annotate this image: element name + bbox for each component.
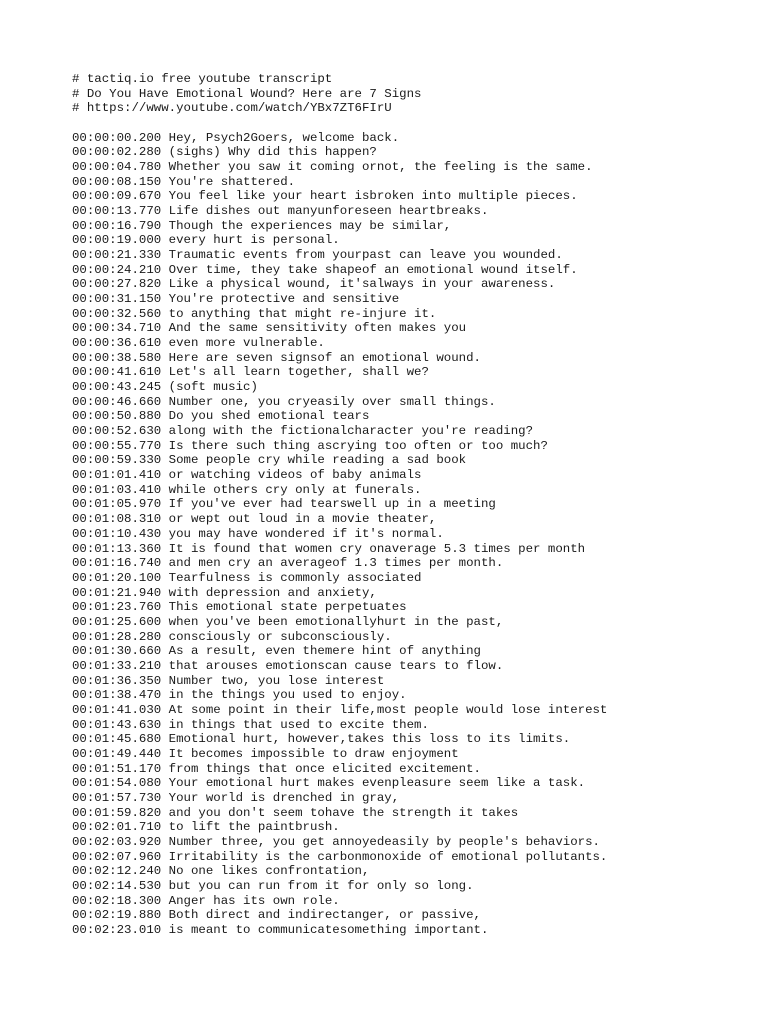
caption-text: If you've ever had tearswell up in a meeting bbox=[168, 497, 496, 512]
transcript-line bbox=[72, 600, 752, 615]
transcript-line bbox=[72, 732, 752, 747]
timestamp: 00:00:52.630 bbox=[72, 424, 162, 439]
timestamp: 00:00:43.245 bbox=[72, 380, 162, 395]
timestamp: 00:02:01.710 bbox=[72, 820, 162, 835]
header-title-line: # Do You Have Emotional Wound? Here are 7 Signs bbox=[72, 86, 422, 101]
caption-text: Do you shed emotional tears bbox=[168, 409, 370, 424]
caption-text: while others cry only at funerals. bbox=[168, 482, 422, 497]
transcript-line bbox=[72, 659, 752, 674]
timestamp: 00:00:02.280 bbox=[72, 145, 162, 160]
transcript-line bbox=[72, 674, 752, 689]
transcript-document bbox=[72, 72, 752, 938]
timestamp: 00:01:20.100 bbox=[72, 570, 162, 585]
timestamp: 00:01:05.970 bbox=[72, 497, 162, 512]
transcript-line bbox=[72, 879, 752, 894]
transcript-header bbox=[72, 72, 752, 116]
transcript-line bbox=[72, 336, 752, 351]
caption-text: Number one, you cryeasily over small things. bbox=[168, 394, 496, 409]
header-source-line: # tactiq.io free youtube transcript bbox=[72, 72, 333, 86]
caption-text: along with the fictionalcharacter you're reading? bbox=[168, 424, 534, 439]
transcript-line bbox=[72, 762, 752, 777]
transcript-line bbox=[72, 277, 752, 292]
caption-text: Life dishes out manyunforeseen heartbreaks. bbox=[168, 204, 489, 219]
caption-text: Whether you saw it coming ornot, the feeling is the same. bbox=[168, 160, 593, 175]
timestamp: 00:01:51.170 bbox=[72, 761, 162, 776]
transcript-line bbox=[72, 908, 752, 923]
transcript-line bbox=[72, 571, 752, 586]
timestamp: 00:02:19.880 bbox=[72, 908, 162, 923]
caption-text: when you've been emotionallyhurt in the past, bbox=[168, 614, 504, 629]
timestamp: 00:00:32.560 bbox=[72, 306, 162, 321]
transcript-line bbox=[72, 923, 752, 938]
timestamp: 00:00:31.150 bbox=[72, 292, 162, 307]
transcript-line bbox=[72, 351, 752, 366]
transcript-line bbox=[72, 439, 752, 454]
transcript-line bbox=[72, 497, 752, 512]
timestamp: 00:00:08.150 bbox=[72, 174, 162, 189]
caption-text: Here are seven signsof an emotional wound. bbox=[168, 350, 481, 365]
transcript-line bbox=[72, 321, 752, 336]
timestamp: 00:00:46.660 bbox=[72, 394, 162, 409]
transcript-line bbox=[72, 586, 752, 601]
timestamp: 00:01:41.030 bbox=[72, 702, 162, 717]
caption-text: No one likes confrontation, bbox=[168, 864, 370, 879]
transcript-line bbox=[72, 307, 752, 322]
transcript-line bbox=[72, 630, 752, 645]
transcript-line bbox=[72, 512, 752, 527]
timestamp: 00:01:16.740 bbox=[72, 556, 162, 571]
timestamp: 00:02:23.010 bbox=[72, 922, 162, 937]
transcript-line bbox=[72, 850, 752, 865]
transcript-line bbox=[72, 791, 752, 806]
header-spacer bbox=[72, 116, 752, 131]
transcript-line bbox=[72, 806, 752, 821]
transcript-line bbox=[72, 644, 752, 659]
transcript-line bbox=[72, 747, 752, 762]
transcript-line bbox=[72, 175, 752, 190]
timestamp: 00:01:10.430 bbox=[72, 526, 162, 541]
transcript-line bbox=[72, 380, 752, 395]
transcript-line bbox=[72, 189, 752, 204]
transcript-line bbox=[72, 131, 752, 146]
transcript-line bbox=[72, 233, 752, 248]
timestamp: 00:00:24.210 bbox=[72, 262, 162, 277]
caption-text: Traumatic events from yourpast can leave you wounded. bbox=[168, 248, 563, 263]
caption-text: is meant to communicatesomething important. bbox=[168, 922, 489, 937]
caption-text: and you don't seem tohave the strength it takes bbox=[168, 805, 519, 820]
caption-text: or watching videos of baby animals bbox=[168, 468, 422, 483]
caption-text: (soft music) bbox=[168, 380, 258, 395]
caption-text: Hey, Psych2Goers, welcome back. bbox=[168, 130, 400, 145]
caption-text: Irritability is the carbonmonoxide of emotional pollutants. bbox=[168, 849, 608, 864]
transcript-line bbox=[72, 409, 752, 424]
caption-text: Over time, they take shapeof an emotional wound itself. bbox=[168, 262, 578, 277]
timestamp: 00:01:01.410 bbox=[72, 468, 162, 483]
caption-text: Tearfulness is commonly associated bbox=[168, 570, 422, 585]
timestamp: 00:01:45.680 bbox=[72, 732, 162, 747]
caption-text: from things that once elicited excitement. bbox=[168, 761, 481, 776]
caption-text: Your world is drenched in gray, bbox=[168, 790, 400, 805]
transcript-line bbox=[72, 703, 752, 718]
timestamp: 00:01:54.080 bbox=[72, 776, 162, 791]
caption-text: It becomes impossible to draw enjoyment bbox=[168, 746, 459, 761]
header-url-line: # https://www.youtube.com/watch/YBx7ZT6FIrU bbox=[72, 101, 392, 116]
caption-text: Though the experiences may be similar, bbox=[168, 218, 452, 233]
caption-text: Both direct and indirectanger, or passive, bbox=[168, 908, 481, 923]
transcript-line bbox=[72, 204, 752, 219]
timestamp: 00:02:14.530 bbox=[72, 878, 162, 893]
transcript-line bbox=[72, 483, 752, 498]
caption-text: Number three, you get annoyedeasily by people's behaviors. bbox=[168, 834, 600, 849]
timestamp: 00:00:27.820 bbox=[72, 277, 162, 292]
caption-text: Anger has its own role. bbox=[168, 893, 340, 908]
timestamp: 00:00:34.710 bbox=[72, 321, 162, 336]
timestamp: 00:00:59.330 bbox=[72, 453, 162, 468]
timestamp: 00:01:36.350 bbox=[72, 673, 162, 688]
transcript-line bbox=[72, 453, 752, 468]
timestamp: 00:00:00.200 bbox=[72, 130, 162, 145]
timestamp: 00:01:49.440 bbox=[72, 746, 162, 761]
caption-text: to anything that might re-injure it. bbox=[168, 306, 437, 321]
caption-text: with depression and anxiety, bbox=[168, 585, 377, 600]
caption-text: You feel like your heart isbroken into multiple pieces. bbox=[168, 189, 578, 204]
caption-text: You're shattered. bbox=[168, 174, 296, 189]
caption-text: to lift the paintbrush. bbox=[168, 820, 340, 835]
timestamp: 00:00:13.770 bbox=[72, 204, 162, 219]
caption-text: that arouses emotionscan cause tears to flow. bbox=[168, 658, 504, 673]
timestamp: 00:01:23.760 bbox=[72, 600, 162, 615]
caption-text: in things that used to excite them. bbox=[168, 717, 429, 732]
caption-text: Emotional hurt, however,takes this loss to its limits. bbox=[168, 732, 571, 747]
transcript-line bbox=[72, 145, 752, 160]
caption-text: every hurt is personal. bbox=[168, 233, 340, 248]
caption-text: consciously or subconsciously. bbox=[168, 629, 392, 644]
caption-text: Like a physical wound, it'salways in your awareness. bbox=[168, 277, 556, 292]
timestamp: 00:01:57.730 bbox=[72, 790, 162, 805]
caption-text: or wept out loud in a movie theater, bbox=[168, 512, 437, 527]
transcript-line bbox=[72, 556, 752, 571]
timestamp: 00:01:38.470 bbox=[72, 688, 162, 703]
transcript-line bbox=[72, 365, 752, 380]
timestamp: 00:00:16.790 bbox=[72, 218, 162, 233]
transcript-line bbox=[72, 688, 752, 703]
transcript-line bbox=[72, 615, 752, 630]
transcript-line bbox=[72, 292, 752, 307]
timestamp: 00:01:25.600 bbox=[72, 614, 162, 629]
caption-text: but you can run from it for only so long. bbox=[168, 878, 474, 893]
timestamp: 00:01:43.630 bbox=[72, 717, 162, 732]
caption-text: you may have wondered if it's normal. bbox=[168, 526, 444, 541]
timestamp: 00:01:13.360 bbox=[72, 541, 162, 556]
caption-text: (sighs) Why did this happen? bbox=[168, 145, 377, 160]
caption-text: even more vulnerable. bbox=[168, 336, 325, 351]
transcript-line bbox=[72, 527, 752, 542]
caption-text: As a result, even themere hint of anything bbox=[168, 644, 481, 659]
timestamp: 00:00:04.780 bbox=[72, 160, 162, 175]
timestamp: 00:01:33.210 bbox=[72, 658, 162, 673]
timestamp: 00:01:03.410 bbox=[72, 482, 162, 497]
transcript-line bbox=[72, 263, 752, 278]
transcript-line bbox=[72, 864, 752, 879]
caption-text: It is found that women cry onaverage 5.3 times per month bbox=[168, 541, 586, 556]
transcript-line bbox=[72, 219, 752, 234]
timestamp: 00:00:21.330 bbox=[72, 248, 162, 263]
caption-text: and men cry an averageof 1.3 times per month. bbox=[168, 556, 504, 571]
timestamp: 00:02:03.920 bbox=[72, 834, 162, 849]
timestamp: 00:02:07.960 bbox=[72, 849, 162, 864]
timestamp: 00:00:19.000 bbox=[72, 233, 162, 248]
timestamp: 00:00:55.770 bbox=[72, 438, 162, 453]
transcript-line bbox=[72, 395, 752, 410]
caption-text: Your emotional hurt makes evenpleasure seem like a task. bbox=[168, 776, 586, 791]
timestamp: 00:00:38.580 bbox=[72, 350, 162, 365]
caption-text: This emotional state perpetuates bbox=[168, 600, 407, 615]
transcript-line bbox=[72, 424, 752, 439]
timestamp: 00:00:09.670 bbox=[72, 189, 162, 204]
caption-text: Number two, you lose interest bbox=[168, 673, 385, 688]
caption-text: in the things you used to enjoy. bbox=[168, 688, 407, 703]
timestamp: 00:01:21.940 bbox=[72, 585, 162, 600]
timestamp: 00:01:59.820 bbox=[72, 805, 162, 820]
caption-text: Let's all learn together, shall we? bbox=[168, 365, 429, 380]
transcript-body bbox=[72, 131, 752, 938]
caption-text: Some people cry while reading a sad book bbox=[168, 453, 467, 468]
timestamp: 00:02:18.300 bbox=[72, 893, 162, 908]
transcript-line bbox=[72, 468, 752, 483]
transcript-line bbox=[72, 820, 752, 835]
timestamp: 00:00:41.610 bbox=[72, 365, 162, 380]
transcript-line bbox=[72, 776, 752, 791]
caption-text: At some point in their life,most people would lose interest bbox=[168, 702, 608, 717]
timestamp: 00:02:12.240 bbox=[72, 864, 162, 879]
caption-text: And the same sensitivity often makes you bbox=[168, 321, 467, 336]
caption-text: Is there such thing ascrying too often or too much? bbox=[168, 438, 548, 453]
caption-text: You're protective and sensitive bbox=[168, 292, 400, 307]
timestamp: 00:00:50.880 bbox=[72, 409, 162, 424]
transcript-line bbox=[72, 718, 752, 733]
transcript-line bbox=[72, 835, 752, 850]
transcript-line bbox=[72, 542, 752, 557]
timestamp: 00:01:28.280 bbox=[72, 629, 162, 644]
transcript-line bbox=[72, 894, 752, 909]
timestamp: 00:01:30.660 bbox=[72, 644, 162, 659]
transcript-line bbox=[72, 248, 752, 263]
timestamp: 00:00:36.610 bbox=[72, 336, 162, 351]
timestamp: 00:01:08.310 bbox=[72, 512, 162, 527]
transcript-line bbox=[72, 160, 752, 175]
